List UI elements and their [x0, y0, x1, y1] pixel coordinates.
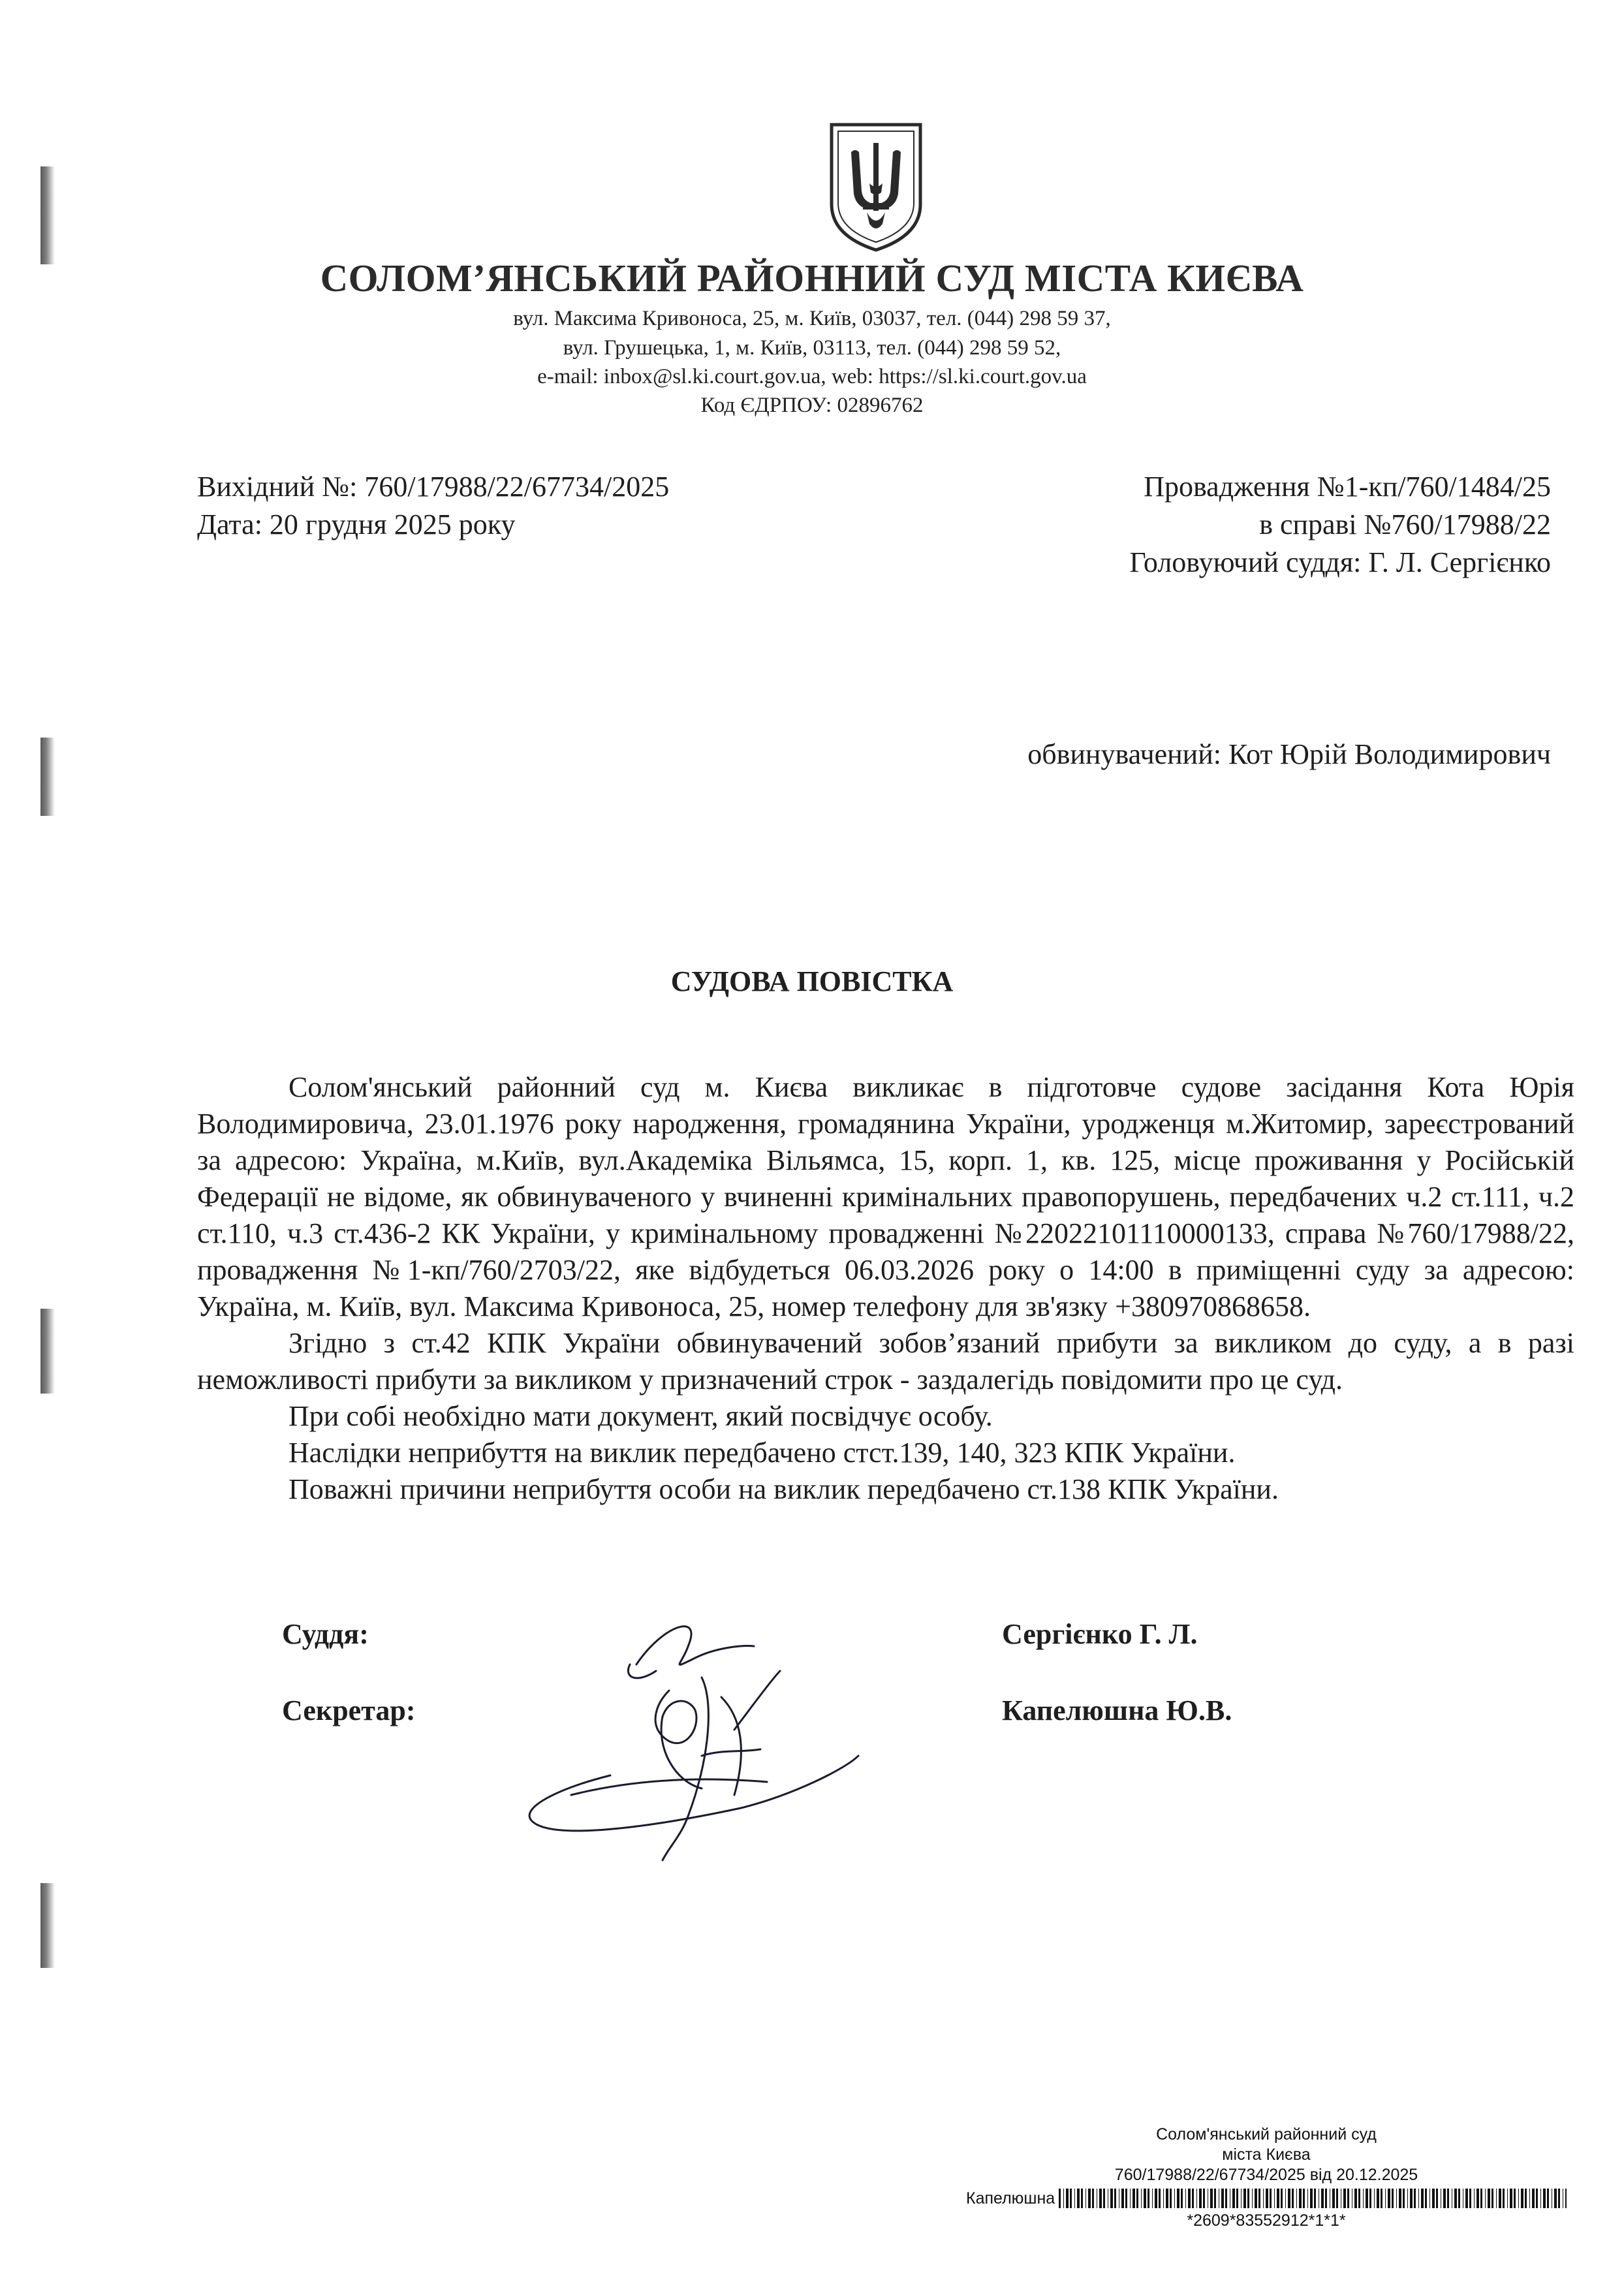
scan-artifact [40, 738, 55, 816]
barcode-prefix: Капелюшна [966, 2189, 1055, 2207]
summons-paragraph: Згідно з ст.42 КПК України обвинувачений зобов’язаний прибути за викликом до суду, а в разі неможливості прибути за викликом у призначений строк - заздалегідь повідомити про це суд. [197, 1327, 1574, 1396]
stamp-city: міста Києва [1222, 2145, 1311, 2164]
document-date: Дата: 20 грудня 2025 року [197, 508, 516, 540]
presiding-judge: Головуючий суддя: Г. Л. Сергієнко [1129, 546, 1551, 578]
proceeding-number: Провадження №1-кп/760/1484/25 [1144, 471, 1551, 503]
secretary-label: Секретар: [282, 1694, 416, 1726]
addressee: обвинувачений: Кот Юрій Володимирович [1027, 738, 1551, 770]
court-contacts-line: e-mail: inbox@sl.ki.court.gov.ua, web: https://sl.ki.court.gov.ua [537, 365, 1087, 388]
court-address-line: вул. Максима Кривоноса, 25, м. Київ, 03037, тел. (044) 298 59 37, [513, 307, 1111, 330]
secretary-name: Капелюшна Ю.В. [1002, 1694, 1232, 1726]
summons-paragraph: Поважні причини неприбуття особи на виклик передбачено ст.138 КПК України. [289, 1473, 1279, 1505]
summons-paragraph: При собі необхідно мати документ, який посвідчує особу. [289, 1400, 993, 1432]
court-address-line: вул. Грушецька, 1, м. Київ, 03113, тел. (044) 298 59 52, [563, 336, 1061, 360]
barcode-row [966, 2185, 1567, 2211]
barcode-code: *2609*83552912*1*1* [1187, 2211, 1346, 2230]
stamp-registration-number: 760/17988/22/67734/2025 від 20.12.2025 [1114, 2166, 1418, 2184]
court-name: СОЛОМ’ЯНСЬКИЙ РАЙОННИЙ СУД МІСТА КИЄВА [320, 257, 1304, 300]
court-code-line: Код ЄДРПОУ: 02896762 [700, 394, 924, 417]
registration-stamp [966, 2125, 1567, 2230]
case-number: в справі №760/17988/22 [1259, 508, 1551, 540]
outgoing-number: Вихідний №: 760/17988/22/67734/2025 [197, 471, 670, 503]
document-title: СУДОВА ПОВІСТКА [670, 965, 954, 997]
summons-body [197, 1069, 1574, 1508]
summons-paragraph: Солом'янський районний суд м. Києва викликає в підготовче судове засідання Кота Юрія Володимировича, 23.01.1976 року народження, громадянина України, уродженця м.Житомир, зареєстрований за адресою: Україна, м.Київ, вул.Академіка Вільямса, 15, корп. 1, кв. 125, місце проживання у Російській Федерації не відоме, як обвинуваченого у вчиненні кримінальних правопорушень, передбачених ч.2 ст.111, ч.2 ст.110, ч.3 ст.436-2 КК України, у кримінальному провадженні №22022101110000133, справа №760/17988/22, провадження №1-кп/760/2703/22, яке відбудеться 06.03.2026 року о 14:00 в приміщенні суду за адресою: Україна, м. Київ, вул. Максима Кривоноса, 25, номер телефону для зв'язку +380970868658. [197, 1071, 1574, 1322]
handwritten-signature [506, 1599, 871, 1873]
summons-paragraph: Наслідки неприбуття на виклик передбачено стст.139, 140, 323 КПК України. [289, 1437, 1236, 1469]
scan-artifact [40, 1309, 55, 1394]
scan-artifact [40, 166, 55, 264]
scan-artifact [40, 1883, 55, 1968]
trident-coat-of-arms-icon [828, 121, 924, 253]
barcode-icon [1059, 2189, 1567, 2208]
stamp-court-name: Солом'янський районний суд [1156, 2125, 1377, 2144]
judge-name: Сергієнко Г. Л. [1002, 1618, 1198, 1650]
judge-label: Суддя: [282, 1618, 369, 1650]
